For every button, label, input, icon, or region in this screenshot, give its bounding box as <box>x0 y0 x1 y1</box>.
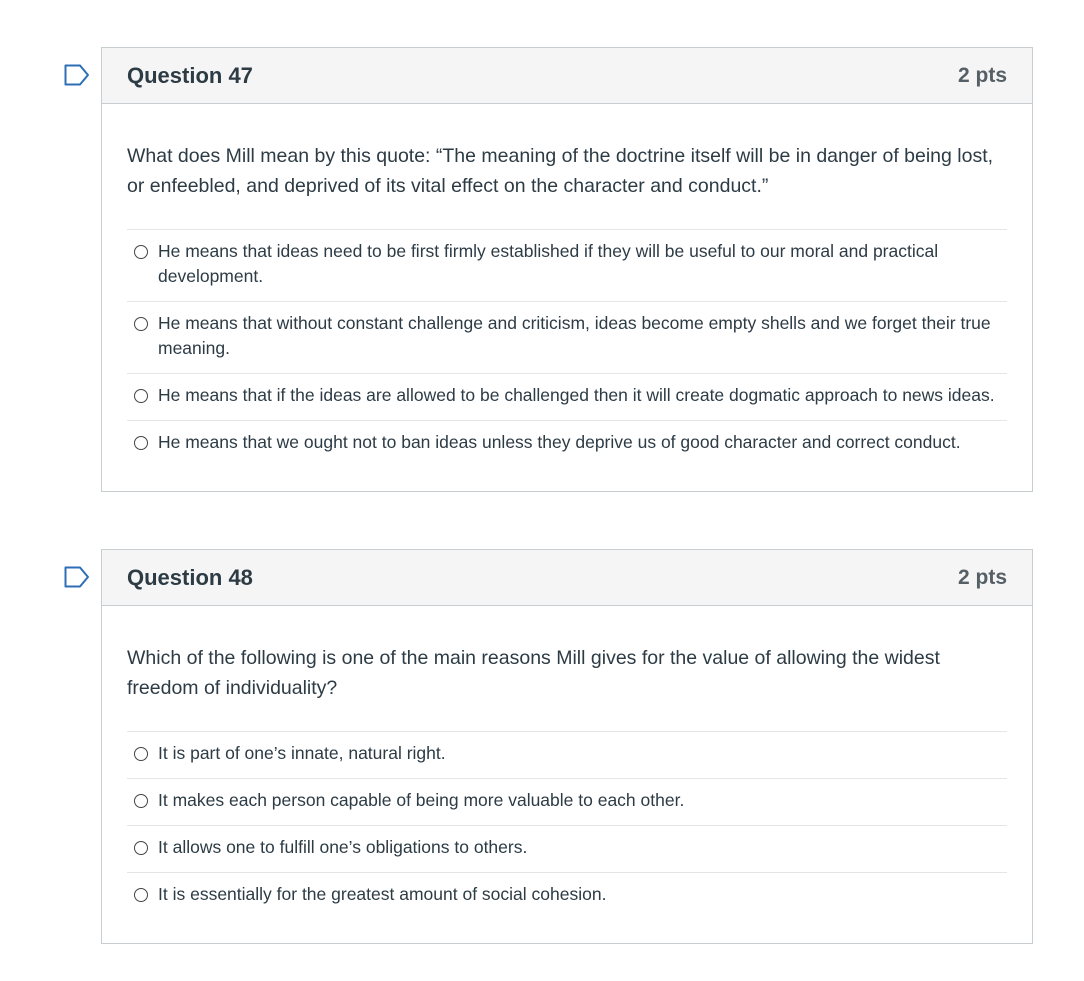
answer-label: It allows one to fulfill one’s obligations to others. <box>158 837 528 857</box>
question-text: Which of the following is one of the main reasons Mill gives for the value of allowing the widest freedom of individuality? <box>127 647 940 699</box>
answer-label: It makes each person capable of being more valuable to each other. <box>158 790 685 810</box>
question-header <box>102 550 1032 606</box>
answer-option[interactable] <box>127 420 1007 467</box>
answer-option[interactable] <box>127 373 1007 420</box>
question-card <box>101 47 1033 492</box>
answer-option[interactable] <box>127 301 1007 373</box>
answer-option[interactable] <box>127 872 1007 919</box>
question-card <box>101 549 1033 944</box>
radio-button[interactable] <box>134 317 148 331</box>
answer-label: It is part of one’s innate, natural right. <box>158 743 446 763</box>
answer-label: He means that without constant challenge and criticism, ideas become empty shells and we forget their true meaning. <box>158 313 991 358</box>
radio-button[interactable] <box>134 841 148 855</box>
answer-option[interactable] <box>127 731 1007 778</box>
answer-list <box>127 731 1007 919</box>
answer-option[interactable] <box>127 229 1007 301</box>
flag-question-icon[interactable] <box>64 566 90 588</box>
answer-label: He means that we ought not to ban ideas unless they deprive us of good character and correct conduct. <box>158 432 961 452</box>
question-points: 2 pts <box>957 565 1007 589</box>
radio-button[interactable] <box>134 436 148 450</box>
radio-button[interactable] <box>134 389 148 403</box>
question-header <box>102 48 1032 104</box>
answer-option[interactable] <box>127 825 1007 872</box>
answer-label: He means that ideas need to be first firmly established if they will be useful to our moral and practical development. <box>158 241 939 286</box>
answer-label: It is essentially for the greatest amount of social cohesion. <box>158 884 607 904</box>
radio-button[interactable] <box>134 245 148 259</box>
question-text: What does Mill mean by this quote: “The meaning of the doctrine itself will be in danger of being lost, or enfeebled, and deprived of its vital effect on the character and conduct.” <box>127 145 994 197</box>
answer-list <box>127 229 1007 467</box>
question-points: 2 pts <box>957 63 1007 87</box>
question-title: Question 48 <box>127 564 253 590</box>
radio-button[interactable] <box>134 747 148 761</box>
question-title: Question 47 <box>127 62 253 88</box>
radio-button[interactable] <box>134 888 148 902</box>
answer-label: He means that if the ideas are allowed to be challenged then it will create dogmatic approach to news ideas. <box>158 385 995 405</box>
question-body <box>102 104 1032 491</box>
question-body <box>102 606 1032 943</box>
flag-question-icon[interactable] <box>64 64 90 86</box>
radio-button[interactable] <box>134 794 148 808</box>
answer-option[interactable] <box>127 778 1007 825</box>
